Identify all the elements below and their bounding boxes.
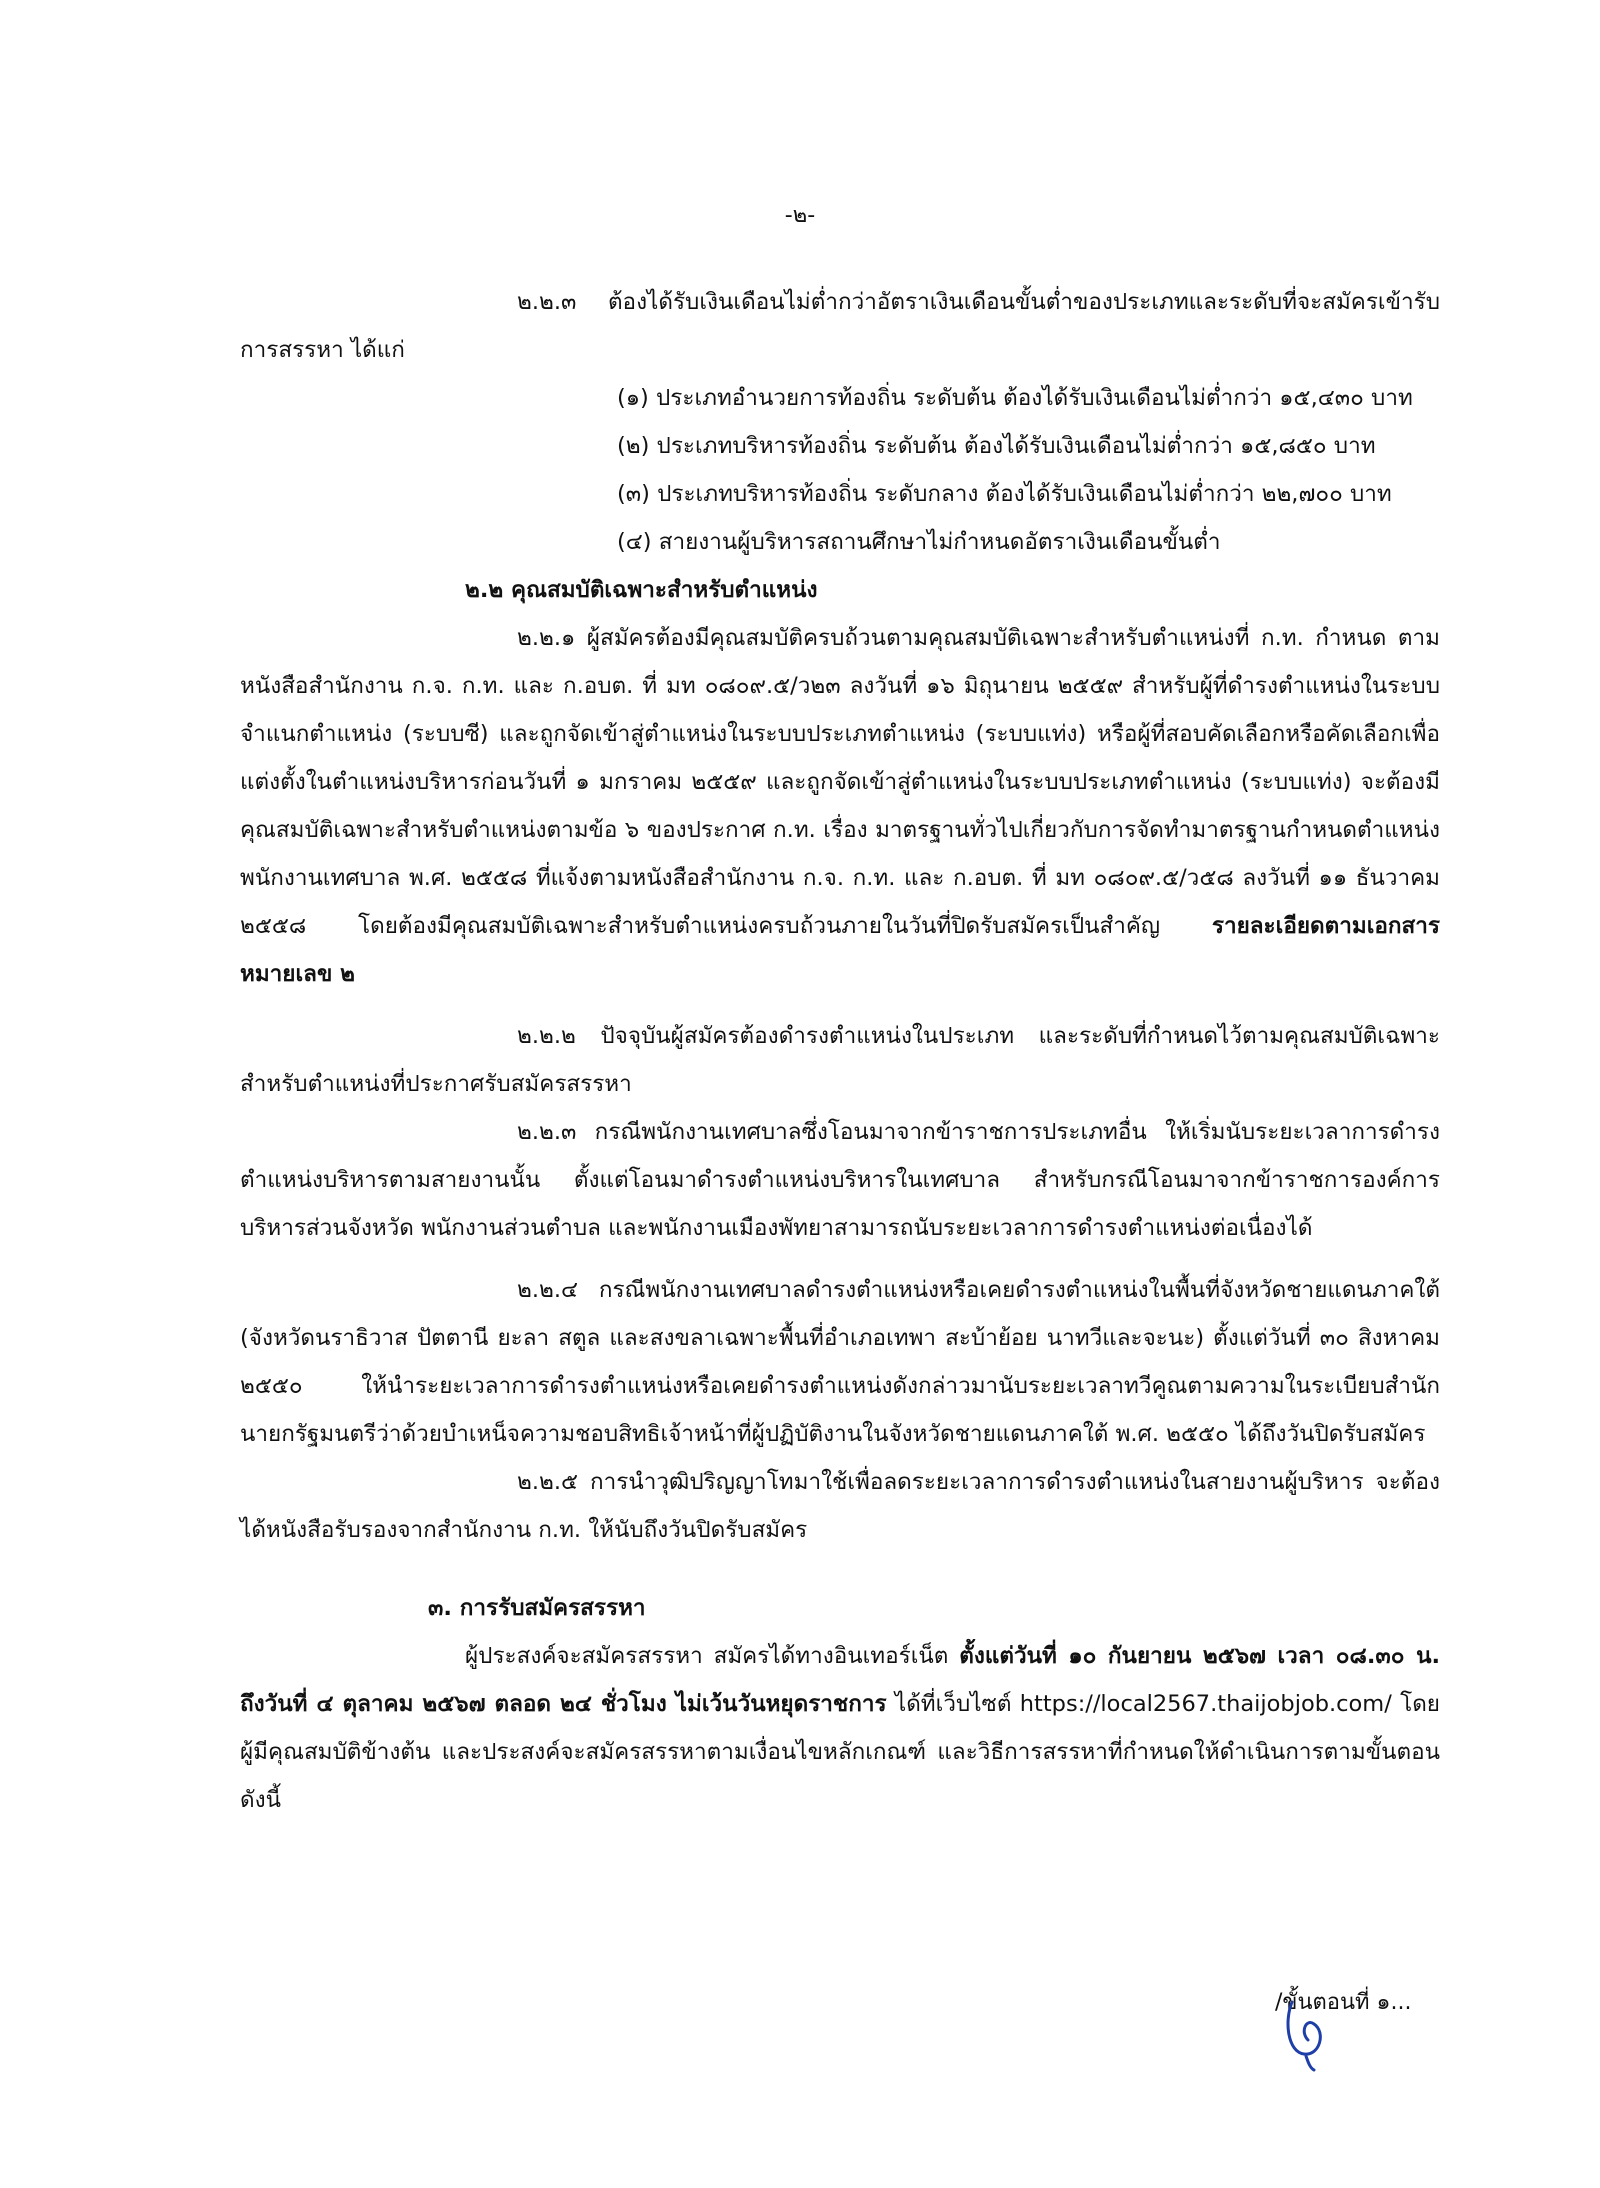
- salary-item-4: (๔) สายงานผู้บริหารสถานศึกษาไม่กำหนดอัตราเงินเดือนขั้นต่ำ: [617, 529, 1221, 555]
- paragraph-3: [240, 1632, 1440, 1824]
- salary-item-3: (๓) ประเภทบริหารท้องถิ่น ระดับกลาง ต้องได้รับเงินเดือนไม่ต่ำกว่า ๒๒,๗๐๐ บาท: [617, 481, 1392, 507]
- page-number: -๒-: [784, 203, 816, 228]
- paragraph-2-2-1: [240, 614, 1440, 998]
- paragraph-2-2-1-bold: รายละเอียดตามเอกสารหมายเลข ๒: [240, 913, 1440, 987]
- signature-icon: [1262, 1982, 1352, 2072]
- document-body: [240, 278, 1440, 1824]
- section-heading-3: ๓. การรับสมัครสรรหา: [428, 1595, 646, 1621]
- paragraph-3-conditions: โดยผู้มีคุณสมบัติข้างต้น และประสงค์จะสมัครสรรหาตามเงื่อนไขหลักเกณฑ์ และวิธีการสรรหาที่กำหนดให้ดำเนินการตามขั้นตอนดังนี้: [240, 1691, 1440, 1813]
- paragraph-2-2-2: ๒.๒.๒ ปัจจุบันผู้สมัครต้องดำรงตำแหน่งในประเภท และระดับที่กำหนดไว้ตามคุณสมบัติเฉพาะสำหรับตำแหน่งที่ประกาศรับสมัครสรรหา: [240, 1023, 1440, 1097]
- paragraph-2-2-4: ๒.๒.๔ กรณีพนักงานเทศบาลดำรงตำแหน่งหรือเคยดำรงตำแหน่งในพื้นที่จังหวัดชายแดนภาคใต้ (จังหวัดนราธิวาส ปัตตานี ยะลา สตูล และสงขลาเฉพาะพื้นที่อำเภอเทพา สะบ้าย้อย นาทวีและจะนะ) ตั้งแต่วันที่ ๓๐ สิงหาคม ๒๕๕๐ ให้นำระยะเวลาการดำรงตำแหน่งหรือเคยดำรงตำแหน่งดังกล่าวมานับระยะเวลาทวีคูณตามความในระเบียบสำนักนายกรัฐมนตรีว่าด้วยบำเหน็จความชอบสิทธิเจ้าหน้าที่ผู้ปฏิบัติงานในจังหวัดชายแดนภาคใต้ พ.ศ. ๒๕๕๐ ได้ถึงวันปิดรับสมัคร: [240, 1277, 1440, 1447]
- paragraph-2-2-5: ๒.๒.๕ การนำวุฒิปริญญาโทมาใช้เพื่อลดระยะเวลาการดำรงตำแหน่งในสายงานผู้บริหาร จะต้องได้หนังสือรับรองจากสำนักงาน ก.ท. ให้นับถึงวันปิดรับสมัคร: [240, 1469, 1440, 1543]
- paragraph-3-period: ตั้งแต่วันที่ ๑๐ กันยายน ๒๕๖๗ เวลา ๐๘.๓๐ น. ถึงวันที่ ๔ ตุลาคม ๒๕๖๗ ตลอด ๒๔ ชั่วโมง ไม่เว้นวันหยุดราชการ: [240, 1643, 1441, 1717]
- salary-item-1: (๑) ประเภทอำนวยการท้องถิ่น ระดับต้น ต้องได้รับเงินเดือนไม่ต่ำกว่า ๑๕,๔๓๐ บาท: [617, 385, 1413, 411]
- paragraph-3-website-label: ได้ที่เว็บไซต์: [886, 1691, 1020, 1717]
- continuation-note: /ขั้นตอนที่ ๑...: [1275, 1990, 1412, 2015]
- paragraph-3-intro: ผู้ประสงค์จะสมัครสรรหา สมัครได้ทางอินเทอร์เน็ต: [465, 1643, 960, 1669]
- salary-item-2: (๒) ประเภทบริหารท้องถิ่น ระดับต้น ต้องได้รับเงินเดือนไม่ต่ำกว่า ๑๕,๘๕๐ บาท: [617, 433, 1376, 459]
- website-url[interactable]: https://local2567.thaijobjob.com/: [1019, 1691, 1392, 1717]
- paragraph-2-2-3-salary: ๒.๒.๓ ต้องได้รับเงินเดือนไม่ต่ำกว่าอัตราเงินเดือนขั้นต่ำของประเภทและระดับที่จะสมัครเข้ารับการสรรหา ได้แก่: [240, 289, 1440, 363]
- paragraph-2-2-1-text: ๒.๒.๑ ผู้สมัครต้องมีคุณสมบัติครบถ้วนตามคุณสมบัติเฉพาะสำหรับตำแหน่งที่ ก.ท. กำหนด ตามหนังสือสำนักงาน ก.จ. ก.ท. และ ก.อบต. ที่ มท ๐๘๐๙.๕/ว๒๓ ลงวันที่ ๑๖ มิถุนายน ๒๕๕๙ สำหรับผู้ที่ดำรงตำแหน่งในระบบจำแนกตำแหน่ง (ระบบซี) และถูกจัดเข้าสู่ตำแหน่งในระบบประเภทตำแหน่ง (ระบบแท่ง) หรือผู้ที่สอบคัดเลือกหรือคัดเลือกเพื่อแต่งตั้งในตำแหน่งบริหารก่อนวันที่ ๑ มกราคม ๒๕๕๙ และถูกจัดเข้าสู่ตำแหน่งในระบบประเภทตำแหน่ง (ระบบแท่ง) จะต้องมีคุณสมบัติเฉพาะสำหรับตำแหน่งตามข้อ ๖ ของประกาศ ก.ท. เรื่อง มาตรฐานทั่วไปเกี่ยวกับการจัดทำมาตรฐานกำหนดตำแหน่งพนักงานเทศบาล พ.ศ. ๒๕๕๘ ที่แจ้งตามหนังสือสำนักงาน ก.จ. ก.ท. และ ก.อบต. ที่ มท ๐๘๐๙.๕/ว๕๘ ลงวันที่ ๑๑ ธันวาคม ๒๕๕๘ โดยต้องมีคุณสมบัติเฉพาะสำหรับตำแหน่งครบถ้วนภายในวันที่ปิดรับสมัครเป็นสำคัญ: [240, 625, 1440, 939]
- section-heading-2-2: ๒.๒ คุณสมบัติเฉพาะสำหรับตำแหน่ง: [465, 577, 818, 603]
- paragraph-2-2-3: ๒.๒.๓ กรณีพนักงานเทศบาลซึ่งโอนมาจากข้าราชการประเภทอื่น ให้เริ่มนับระยะเวลาการดำรงตำแหน่งบริหารตามสายงานนั้น ตั้งแต่โอนมาดำรงตำแหน่งบริหารในเทศบาล สำหรับกรณีโอนมาจากข้าราชการองค์การบริหารส่วนจังหวัด พนักงานส่วนตำบล และพนักงานเมืองพัทยาสามารถนับระยะเวลาการดำรงตำแหน่งต่อเนื่องได้: [240, 1119, 1440, 1241]
